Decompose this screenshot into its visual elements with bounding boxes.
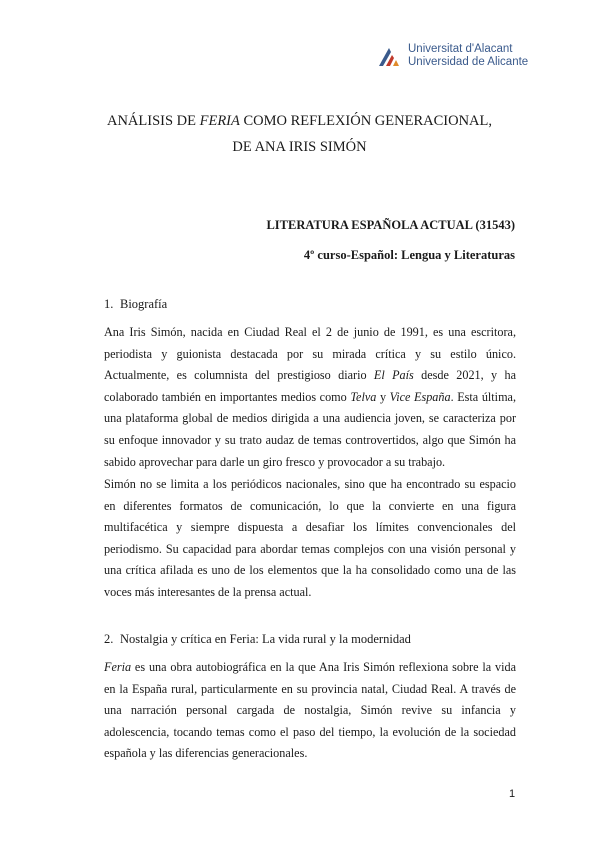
newspaper-name: El País (373, 368, 414, 383)
university-emblem-icon (377, 44, 401, 68)
paragraph-biografia-2: Simón no se limita a los periódicos nacionales, sino que ha encontrado su espacio en diferentes formatos de comunicación, lo que la convierte en una figura multifacética y siempre dispuesta a desafiar los límites convencionales del periodismo. Su capacidad para abordar temas complejos con una visión personal y una crítica afilada es uno de los elementos que la ha consolidado como una de las voces más interesantes de la prensa actual. (104, 477, 516, 599)
media-name: Vice España (389, 389, 451, 404)
section-number: 2. (104, 632, 114, 646)
paragraph-nostalgia-1: Feria es una obra autobiográfica en la que Ana Iris Simón reflexiona sobre la vida en la España rural, particularmente en su provincia natal, Ciudad Real. A través de una narración personal cargada de nostalgia, Simón revive su infancia y adolescencia, tocando temas como el paso del tiempo, la evolución de la sociedad española y las diferencias generacionales. (104, 660, 516, 761)
university-logo (377, 41, 529, 73)
course-degree: 4º curso-Español: Lengua y Literaturas (303, 248, 515, 262)
university-name (408, 43, 528, 69)
course-name: LITERATURA ESPAÑOLA ACTUAL (31543) (266, 218, 515, 232)
magazine-name: Telva (350, 389, 377, 404)
document-title (60, 108, 539, 160)
page-number: 1 (509, 788, 516, 800)
university-name-spanish: Universidad de Alicante (408, 56, 529, 68)
title-line-1: ANÁLISIS DE FERIA COMO REFLEXIÓN GENERACIONAL, (106, 113, 493, 129)
title-line-2: DE ANA IRIS SIMÓN (232, 139, 367, 155)
university-name-valencian: Universitat d'Alacant (408, 43, 513, 55)
section-heading-text: Biografía (120, 297, 168, 311)
section-number: 1. (104, 297, 114, 311)
paragraph-biografia-1: Ana Iris Simón, nacida en Ciudad Real el 2 de junio de 1991, es una escritora, periodista y guionista destacada por su mirada crítica y su estilo único. Actualmente, es columnista del prestigioso diario El País desde 2021, y ha colaborado también en importantes medios como Telva y Vice España. Esta última, una plataforma global de medios dirigida a una audiencia joven, se caracteriza por su enfoque innovador y su trato audaz de temas controvertidos, algo que Simón ha sabido aprovechar para darle un giro fresco y provocador a su trabajo. (104, 325, 517, 469)
title-work-name: FERIA (199, 113, 240, 129)
book-title: Feria (104, 660, 132, 674)
section-heading-text: Nostalgia y crítica en Feria: La vida rural y la modernidad (120, 632, 411, 646)
